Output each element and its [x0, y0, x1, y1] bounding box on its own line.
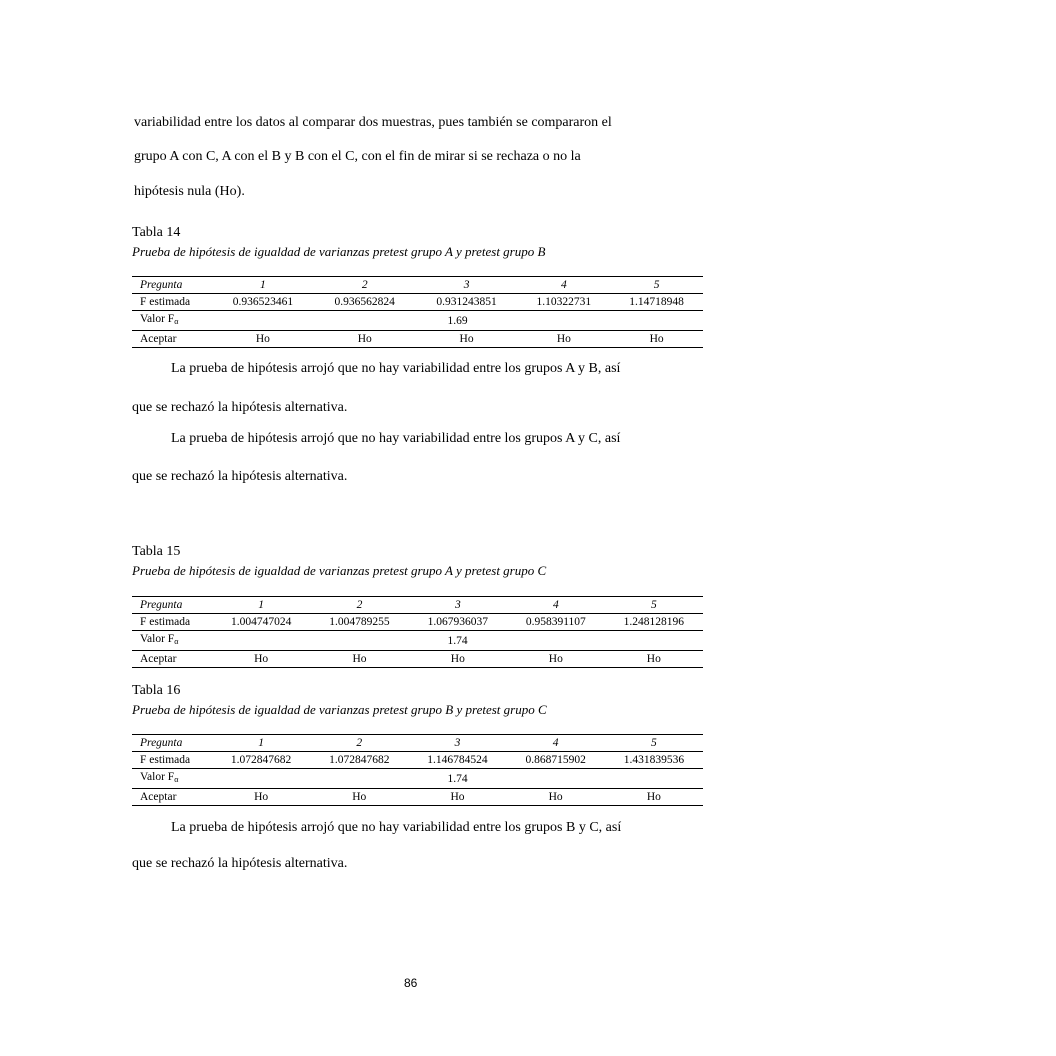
table-cell: Ho: [212, 331, 314, 348]
table-cell: 1.004747024: [212, 614, 310, 631]
header-label: Pregunta: [132, 277, 212, 294]
result-ac-line-1: La prueba de hipótesis arrojó que no hay variabilidad entre los grupos A y C, así: [171, 431, 621, 446]
page-number: 86: [404, 976, 418, 990]
table-cell: 1.067936037: [409, 614, 507, 631]
intro-line-3: hipótesis nula (Ho).: [134, 184, 245, 199]
table-cell: 0.958391107: [507, 614, 605, 631]
table-14-label: Tabla 14: [132, 225, 181, 240]
row-label: Valor $F_\alpha$: [132, 631, 212, 651]
table-cell: Ho: [416, 331, 518, 348]
table-16-label: Tabla 16: [132, 683, 181, 698]
table-row: [132, 651, 703, 668]
table-cell: Ho: [310, 651, 408, 668]
table-cell: 0.868715902: [507, 752, 605, 769]
table-15-title: Prueba de hipótesis de igualdad de varianzas pretest grupo A y pretest grupo C: [132, 563, 547, 578]
table-row: [132, 311, 703, 331]
table-cell: 1.74: [212, 769, 703, 789]
column-header: 3: [408, 735, 506, 752]
header-label: Pregunta: [132, 735, 212, 752]
row-label: Aceptar: [132, 789, 212, 806]
table-cell: 1.69: [212, 311, 703, 331]
column-header: 4: [507, 597, 605, 614]
table-14: [132, 276, 703, 348]
table-cell: 1.10322731: [517, 294, 610, 311]
table-14-title: Prueba de hipótesis de igualdad de varianzas pretest grupo A y pretest grupo B: [132, 244, 546, 259]
column-header: 2: [310, 735, 408, 752]
table-cell: 0.936523461: [212, 294, 314, 311]
table-cell: Ho: [408, 789, 506, 806]
table-cell: Ho: [212, 789, 310, 806]
table-cell: Ho: [310, 789, 408, 806]
table-cell: Ho: [507, 789, 605, 806]
row-label: F estimada: [132, 752, 212, 769]
table-15: [132, 596, 703, 668]
result-ab-line-1: La prueba de hipótesis arrojó que no hay variabilidad entre los grupos A y B, así: [171, 361, 621, 376]
result-ac-line-2: que se rechazó la hipótesis alternativa.: [132, 469, 348, 484]
table-cell: 0.931243851: [416, 294, 518, 311]
column-header: 3: [416, 277, 518, 294]
table-header-row: [132, 597, 703, 614]
result-bc-line-2: que se rechazó la hipótesis alternativa.: [132, 856, 348, 871]
column-header: 1: [212, 277, 314, 294]
column-header: 3: [409, 597, 507, 614]
table-header-row: [132, 735, 703, 752]
result-bc-line-1: La prueba de hipótesis arrojó que no hay variabilidad entre los grupos B y C, así: [171, 820, 622, 835]
column-header: 1: [212, 597, 310, 614]
table-row: [132, 331, 703, 348]
table-cell: 1.74: [212, 631, 703, 651]
column-header: 5: [605, 597, 703, 614]
column-header: 4: [517, 277, 610, 294]
table-16: [132, 734, 703, 806]
table-cell: 1.072847682: [310, 752, 408, 769]
table-15-label: Tabla 15: [132, 544, 181, 559]
table-row: [132, 631, 703, 651]
table-row: [132, 769, 703, 789]
column-header: 4: [507, 735, 605, 752]
column-header: 5: [610, 277, 703, 294]
intro-line-1: variabilidad entre los datos al comparar dos muestras, pues también se compararon el: [134, 115, 612, 130]
table-cell: Ho: [605, 651, 703, 668]
table-row: [132, 752, 703, 769]
table-16-title: Prueba de hipótesis de igualdad de varianzas pretest grupo B y pretest grupo C: [132, 702, 547, 717]
table-row: [132, 294, 703, 311]
table-cell: 1.146784524: [408, 752, 506, 769]
table-cell: Ho: [212, 651, 310, 668]
table-cell: 1.004789255: [310, 614, 408, 631]
column-header: 2: [314, 277, 416, 294]
table-cell: Ho: [314, 331, 416, 348]
table-cell: Ho: [610, 331, 703, 348]
table-cell: Ho: [507, 651, 605, 668]
table-cell: 1.248128196: [605, 614, 703, 631]
intro-line-2: grupo A con C, A con el B y B con el C, con el fin de mirar si se rechaza o no la: [134, 149, 581, 164]
table-row: [132, 789, 703, 806]
table-row: [132, 614, 703, 631]
row-label: F estimada: [132, 614, 212, 631]
header-label: Pregunta: [132, 597, 212, 614]
row-label: Aceptar: [132, 651, 212, 668]
table-cell: Ho: [409, 651, 507, 668]
row-label: Aceptar: [132, 331, 212, 348]
table-cell: 0.936562824: [314, 294, 416, 311]
table-cell: 1.431839536: [605, 752, 703, 769]
column-header: 1: [212, 735, 310, 752]
table-cell: Ho: [605, 789, 703, 806]
row-label: Valor $F_\alpha$: [132, 769, 212, 789]
row-label: Valor $F_\alpha$: [132, 311, 212, 331]
table-cell: Ho: [517, 331, 610, 348]
table-header-row: [132, 277, 703, 294]
column-header: 5: [605, 735, 703, 752]
table-cell: 1.14718948: [610, 294, 703, 311]
column-header: 2: [310, 597, 408, 614]
row-label: F estimada: [132, 294, 212, 311]
table-cell: 1.072847682: [212, 752, 310, 769]
result-ab-line-2: que se rechazó la hipótesis alternativa.: [132, 400, 348, 415]
